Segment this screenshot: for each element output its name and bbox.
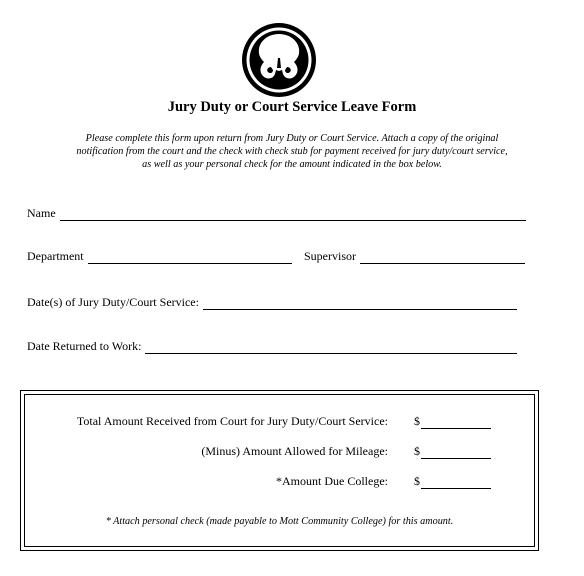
form-instructions <box>22 132 562 171</box>
instructions-line: notification from the court and the check with check stub for payment received for jury duty/court service, <box>76 146 508 157</box>
dollar-sign: $ <box>414 474 420 488</box>
total-amount-input-line[interactable] <box>421 417 491 429</box>
supervisor-label: Supervisor <box>304 249 356 263</box>
total-amount-field[interactable] <box>414 414 491 429</box>
service-dates-input-line[interactable] <box>203 298 517 310</box>
service-dates-field-row <box>27 294 517 310</box>
mileage-amount-field[interactable] <box>414 444 491 459</box>
service-dates-label: Date(s) of Jury Duty/Court Service: <box>27 295 199 309</box>
total-amount-label: Total Amount Received from Court for Jury Duty/Court Service: <box>76 414 388 428</box>
footnote: * Attach personal check (made payable to Mott Community College) for this amount. <box>105 516 454 527</box>
return-date-label: Date Returned to Work: <box>27 339 142 353</box>
mileage-amount-label: (Minus) Amount Allowed for Mileage: <box>201 444 388 458</box>
dollar-sign: $ <box>414 444 420 458</box>
department-input-line[interactable] <box>88 252 292 264</box>
return-date-field-row <box>27 338 517 354</box>
mileage-amount-input-line[interactable] <box>421 447 491 459</box>
dollar-sign: $ <box>414 414 420 428</box>
name-input-line[interactable] <box>60 209 526 221</box>
supervisor-input-line[interactable] <box>360 252 525 264</box>
instructions-line: Please complete this form upon return from Jury Duty or Court Service. Attach a copy of the original <box>85 133 499 144</box>
department-label: Department <box>27 249 84 263</box>
supervisor-field-row <box>304 248 525 264</box>
instructions-line: as well as your personal check for the amount indicated in the box below. <box>142 159 442 170</box>
form-title: Jury Duty or Court Service Leave Form <box>167 99 417 115</box>
return-date-input-line[interactable] <box>145 342 517 354</box>
name-field-row <box>27 205 526 221</box>
amount-due-input-line[interactable] <box>421 477 491 489</box>
name-label: Name <box>27 206 56 220</box>
amount-due-field[interactable] <box>414 474 491 489</box>
college-logo-icon <box>241 22 317 98</box>
department-field-row <box>27 248 292 264</box>
amount-due-label: *Amount Due College: <box>276 474 388 488</box>
